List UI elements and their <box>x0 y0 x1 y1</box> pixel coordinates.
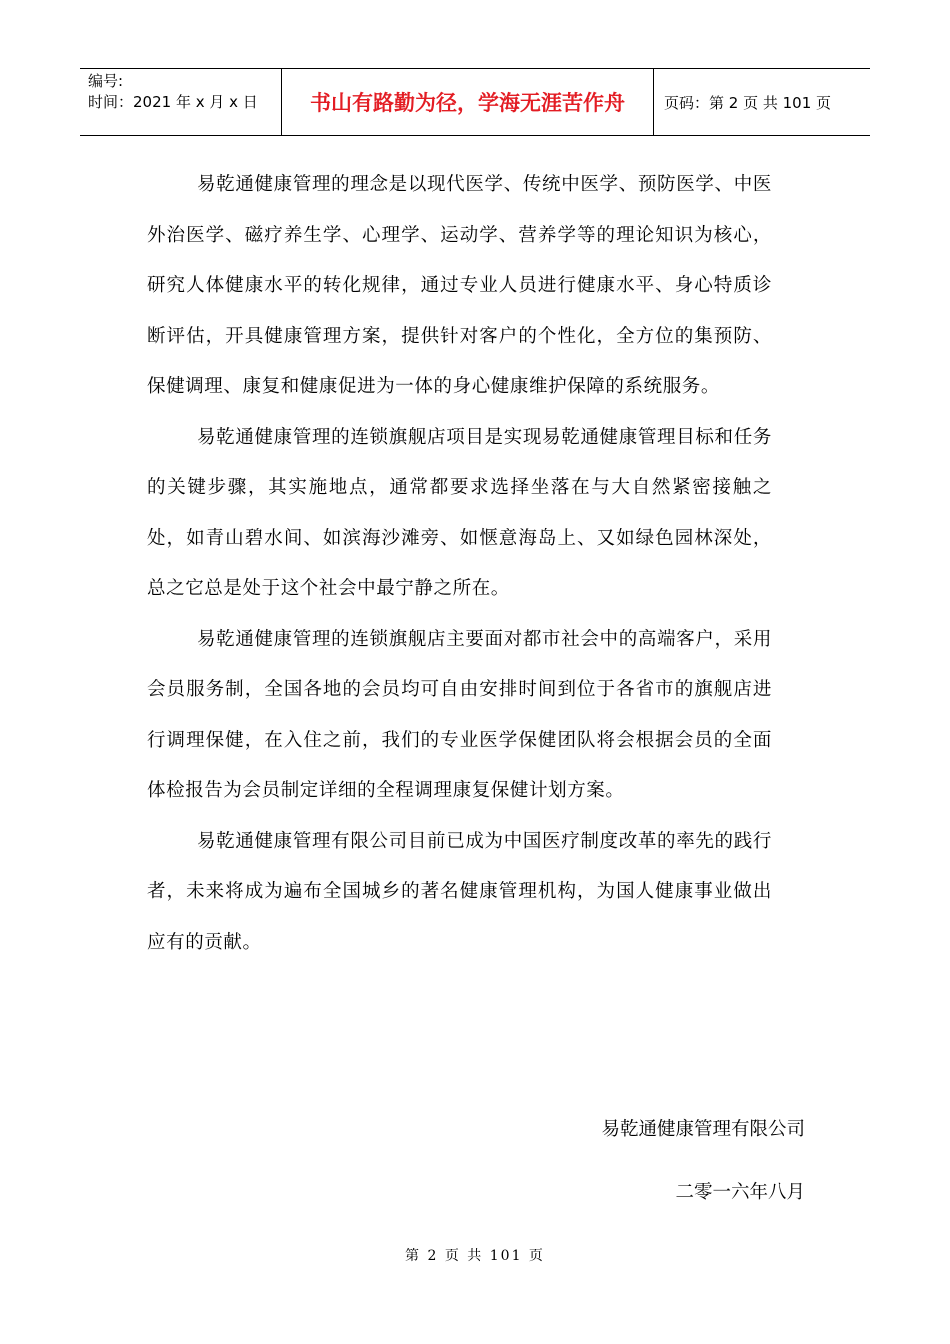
header-meta-cell <box>80 69 282 135</box>
signature-date: 二零一六年八月 <box>675 1182 805 1203</box>
header-page-cell <box>654 69 870 135</box>
document-number-label: 编号: <box>88 72 124 90</box>
document-time-label: 时间：2021 年 x 月 x 日 <box>88 93 258 111</box>
signature-company: 易乾通健康管理有限公司 <box>601 1119 805 1140</box>
body-paragraph: 易乾通健康管理有限公司目前已成为中国医疗制度改革的率先的践行者，未来将成为遍布全国城乡的著名健康管理机构，为国人健康事业做出应有的贡献。 <box>147 830 772 953</box>
header-motto: 书山有路勤为径，学海无涯苦作舟 <box>310 91 625 115</box>
header-motto-cell <box>282 69 654 135</box>
body-paragraph: 易乾通健康管理的理念是以现代医学、传统中医学、预防医学、中医外治医学、磁疗养生学、心理学、运动学、营养学等的理论知识为核心，研究人体健康水平的转化规律，通过专业人员进行健康水平、身心特质诊断评估，开具健康管理方案，提供针对客户的个性化，全方位的集预防、保健调理、康复和健康促进为一体的身心健康维护保障的系统服务。 <box>147 174 772 397</box>
page-header <box>80 68 870 136</box>
body-paragraph: 易乾通健康管理的连锁旗舰店项目是实现易乾通健康管理目标和任务的关键步骤，其实施地点，通常都要求选择坐落在与大自然紧密接触之处，如青山碧水间、如滨海沙滩旁、如惬意海岛上、又如绿色园林深处，总之它总是处于这个社会中最宁静之所在。 <box>147 426 772 599</box>
body-paragraph: 易乾通健康管理的连锁旗舰店主要面对都市社会中的高端客户，采用会员服务制，全国各地的会员均可自由安排时间到位于各省市的旗舰店进行调理保健，在入住之前，我们的专业医学保健团队将会根据会员的全面体检报告为会员制定详细的全程调理康复保健计划方案。 <box>147 628 772 801</box>
page-footer: 第 2 页 共 101 页 <box>405 1248 545 1264</box>
header-page-number: 页码：第 2 页 共 101 页 <box>664 93 832 112</box>
document-body <box>147 160 772 968</box>
